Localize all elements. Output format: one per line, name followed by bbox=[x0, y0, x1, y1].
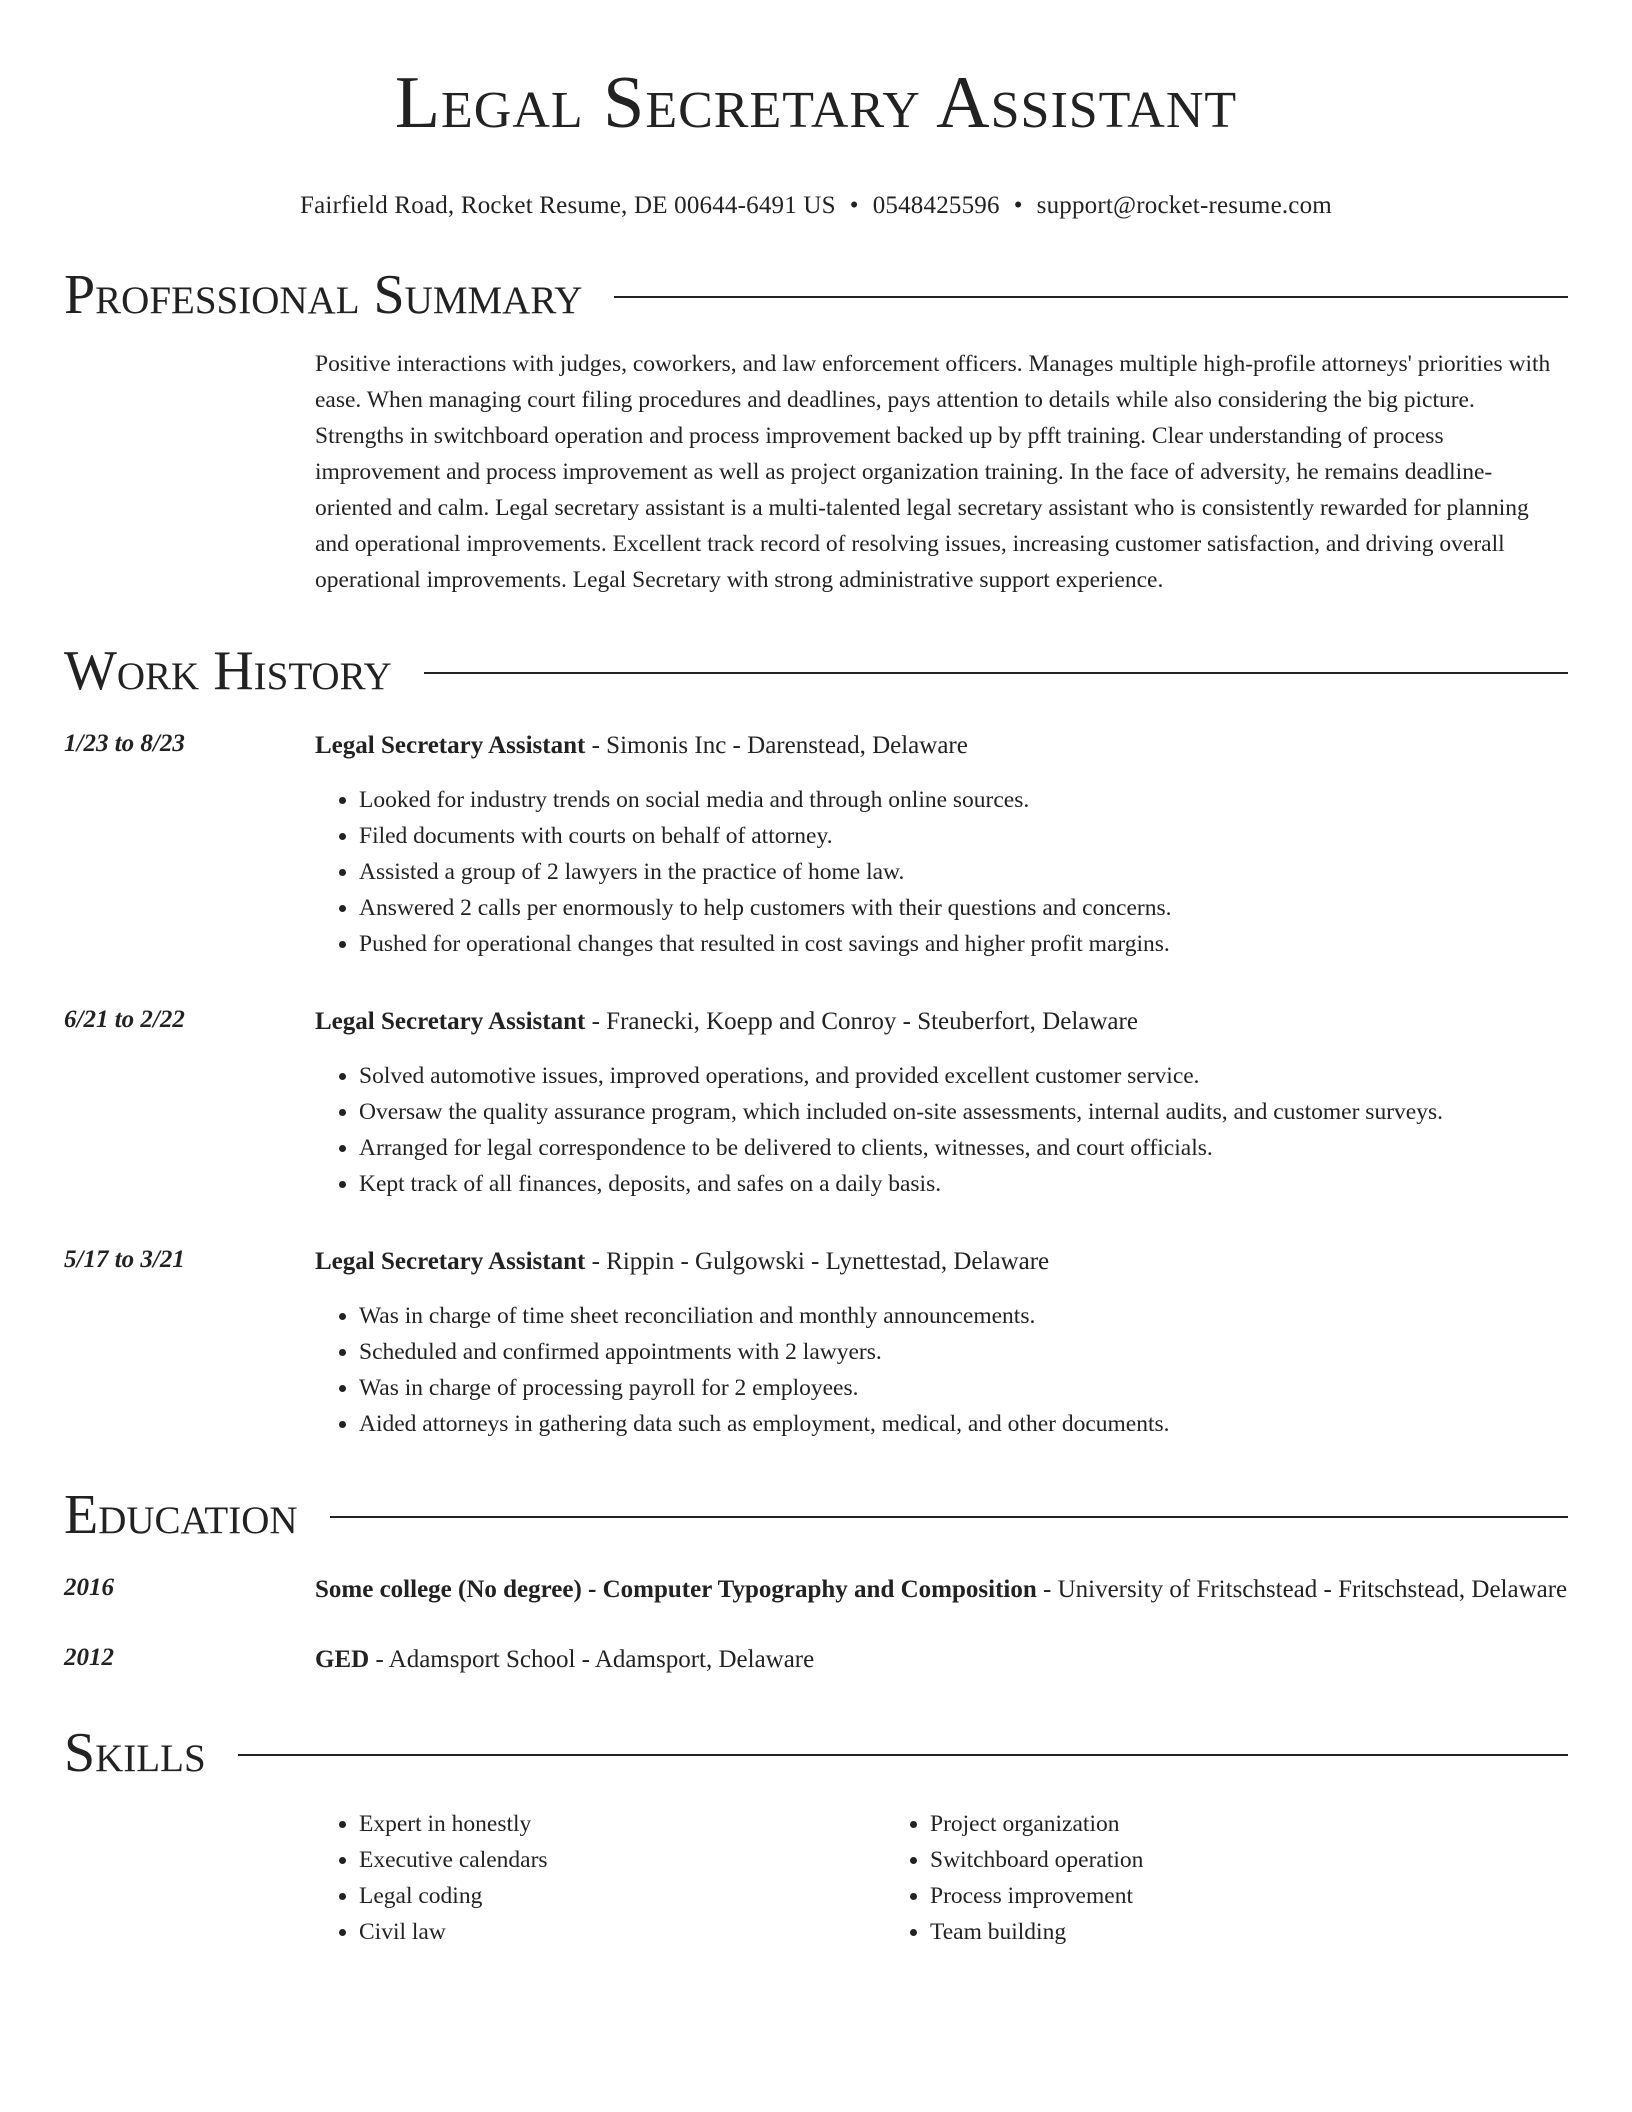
work-heading: Work History bbox=[64, 640, 392, 702]
section-divider bbox=[424, 672, 1568, 674]
education-year: 2012 bbox=[64, 1644, 114, 1671]
skills-column-right bbox=[886, 1806, 1457, 1950]
job-title: Legal Secretary Assistant bbox=[315, 732, 586, 759]
job-bullets bbox=[315, 1058, 1568, 1202]
skills-section-header bbox=[64, 1720, 1568, 1786]
job-bullet: • Looked for industry trends on social media and through online sources. bbox=[359, 782, 1568, 818]
job-bullet: • Kept track of all finances, deposits, and safes on a daily basis. bbox=[359, 1166, 1568, 1202]
skill-item: • Executive calendars bbox=[359, 1842, 886, 1878]
job-bullet: • Arranged for legal correspondence to be delivered to clients, witnesses, and court officials. bbox=[359, 1130, 1568, 1166]
job-details: - Simonis Inc - Darenstead, Delaware bbox=[585, 732, 968, 759]
job-bullet: • Answered 2 calls per enormously to help customers with their questions and concerns. bbox=[359, 890, 1568, 926]
skill-item: • Team building bbox=[930, 1914, 1457, 1950]
contact-email: support@rocket-resume.com bbox=[1036, 192, 1332, 219]
education-heading: Education bbox=[64, 1484, 298, 1546]
contact-address: Fairfield Road, Rocket Resume, DE 00644-6491 US bbox=[300, 192, 836, 219]
education-details: - University of Fritschstead - Fritschstead, Delaware bbox=[1036, 1576, 1568, 1603]
job-entry bbox=[64, 1002, 1568, 1202]
job-bullet: • Was in charge of time sheet reconciliation and monthly announcements. bbox=[359, 1298, 1568, 1334]
job-bullet: • Oversaw the quality assurance program, which included on-site assessments, internal audits, and customer surveys. bbox=[359, 1094, 1568, 1130]
job-title-line bbox=[315, 726, 1568, 766]
job-bullet: • Scheduled and confirmed appointments with 2 lawyers. bbox=[359, 1334, 1568, 1370]
job-title: Legal Secretary Assistant bbox=[315, 1008, 586, 1035]
job-entry bbox=[64, 1242, 1568, 1442]
skills-grid bbox=[315, 1806, 1568, 1950]
education-details: - Adamsport School - Adamsport, Delaware bbox=[369, 1646, 815, 1673]
section-divider bbox=[614, 296, 1568, 298]
education-line bbox=[315, 1640, 1568, 1680]
job-dates: 5/17 to 3/21 bbox=[64, 1246, 185, 1273]
job-title: Legal Secretary Assistant bbox=[315, 1248, 586, 1275]
section-divider bbox=[330, 1516, 1568, 1518]
job-dates: 6/21 to 2/22 bbox=[64, 1006, 185, 1033]
education-list bbox=[64, 1570, 1568, 1680]
summary-heading: Professional Summary bbox=[64, 264, 583, 326]
job-bullet: • Was in charge of processing payroll for 2 employees. bbox=[359, 1370, 1568, 1406]
contact-separator: • bbox=[849, 192, 859, 219]
education-section-header bbox=[64, 1482, 1568, 1548]
education-entry bbox=[64, 1570, 1568, 1610]
education-entry bbox=[64, 1640, 1568, 1680]
skill-item: • Civil law bbox=[359, 1914, 886, 1950]
skill-item: • Process improvement bbox=[930, 1878, 1457, 1914]
job-bullet: • Solved automotive issues, improved operations, and provided excellent customer service. bbox=[359, 1058, 1568, 1094]
job-entry bbox=[64, 726, 1568, 962]
education-line bbox=[315, 1570, 1568, 1610]
work-section-header bbox=[64, 638, 1568, 704]
job-bullet: • Pushed for operational changes that resulted in cost savings and higher profit margins. bbox=[359, 926, 1568, 962]
skill-item: • Switchboard operation bbox=[930, 1842, 1457, 1878]
job-title-line bbox=[315, 1242, 1568, 1282]
contact-separator: • bbox=[1013, 192, 1023, 219]
work-history-list bbox=[64, 726, 1568, 1442]
job-bullet: • Filed documents with courts on behalf of attorney. bbox=[359, 818, 1568, 854]
job-dates: 1/23 to 8/23 bbox=[64, 730, 185, 757]
skill-item: • Expert in honestly bbox=[359, 1806, 886, 1842]
summary-section-header bbox=[64, 262, 1568, 328]
job-bullet: • Aided attorneys in gathering data such as employment, medical, and other documents. bbox=[359, 1406, 1568, 1442]
contact-line bbox=[64, 190, 1568, 222]
education-year: 2016 bbox=[64, 1574, 114, 1601]
education-degree: Some college (No degree) - Computer Typography and Composition bbox=[315, 1576, 1037, 1603]
summary-text: Positive interactions with judges, coworkers, and law enforcement officers. Manages multiple high-profile attorneys' priorities with ease. When managing court filing procedures and deadlines, pays attention to details while also considering the big picture. Strengths in switchboard operation and process improvement backed up by pfft training. Clear understanding of process improvement and process improvement as well as project organization training. In the face of adversity, he remains deadline-oriented and calm. Legal secretary assistant is a multi-talented legal secretary assistant who is consistently rewarded for planning and operational improvements. Excellent track record of resolving issues, increasing customer satisfaction, and driving overall operational improvements. Legal Secretary with strong administrative support experience. bbox=[315, 351, 1551, 593]
job-bullets bbox=[315, 782, 1568, 962]
job-bullet: • Assisted a group of 2 lawyers in the practice of home law. bbox=[359, 854, 1568, 890]
skills-heading: Skills bbox=[64, 1722, 206, 1784]
job-details: - Franecki, Koepp and Conroy - Steuberfort, Delaware bbox=[585, 1008, 1138, 1035]
skill-item: • Legal coding bbox=[359, 1878, 886, 1914]
skill-item: • Project organization bbox=[930, 1806, 1457, 1842]
job-details: - Rippin - Gulgowski - Lynettestad, Delaware bbox=[585, 1248, 1050, 1275]
skills-column-left bbox=[315, 1806, 886, 1950]
education-degree: GED bbox=[315, 1646, 370, 1673]
job-title-line bbox=[315, 1002, 1568, 1042]
candidate-name: Legal Secretary Assistant bbox=[394, 62, 1238, 144]
job-bullets bbox=[315, 1298, 1568, 1442]
contact-phone: 0548425596 bbox=[872, 192, 1000, 219]
section-divider bbox=[238, 1754, 1568, 1756]
